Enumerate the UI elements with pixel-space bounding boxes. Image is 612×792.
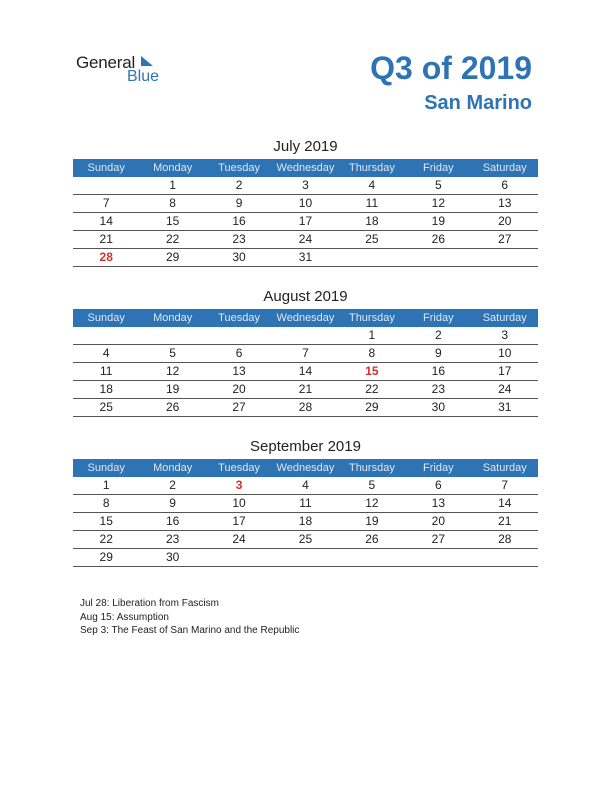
day-cell: 15	[365, 364, 379, 378]
day-cell: 5	[434, 178, 442, 192]
day-cell: 31	[498, 400, 512, 414]
day-cell	[472, 549, 538, 566]
weekday-label: Wednesday	[276, 462, 335, 474]
day-cell: 13	[498, 196, 512, 210]
page-subtitle: San Marino	[424, 92, 532, 114]
day-cell: 3	[501, 328, 509, 342]
day-cell: 30	[431, 400, 445, 414]
holiday-note: Jul 28: Liberation from Fascism	[80, 598, 219, 609]
day-cell: 29	[99, 550, 113, 564]
day-cell: 7	[501, 478, 509, 492]
day-cell: 2	[235, 178, 243, 192]
holiday-notes	[80, 597, 299, 638]
week-row	[73, 399, 538, 417]
day-cell: 10	[232, 496, 246, 510]
day-cell	[339, 549, 405, 566]
day-cell: 2	[169, 478, 176, 492]
day-cell: 11	[299, 496, 312, 510]
day-cell: 16	[232, 214, 246, 228]
day-cell: 21	[298, 382, 313, 396]
weekday-label: Monday	[153, 462, 193, 474]
day-cell: 26	[165, 400, 180, 414]
week-row	[73, 249, 538, 267]
day-cell: 24	[232, 532, 246, 546]
day-cell: 27	[232, 400, 246, 414]
day-cell: 6	[501, 178, 509, 192]
week-row	[73, 381, 538, 399]
weekday-header	[73, 459, 538, 477]
weekday-label: Sunday	[87, 312, 125, 324]
day-cell	[472, 249, 538, 266]
day-cell: 9	[169, 496, 176, 510]
day-cell: 22	[365, 382, 379, 396]
day-cell: 28	[99, 250, 113, 264]
day-cell: 6	[434, 478, 442, 492]
weekday-label: Friday	[423, 462, 454, 474]
day-cell: 11	[99, 364, 113, 378]
weekday-label: Monday	[153, 162, 193, 174]
day-cell: 22	[165, 232, 180, 246]
week-row	[73, 513, 538, 531]
weekday-label: Thursday	[348, 462, 395, 474]
day-cell: 14	[99, 214, 113, 228]
day-cell: 30	[165, 550, 180, 564]
weekday-label: Tuesday	[218, 462, 260, 474]
month-august	[73, 286, 538, 417]
weekday-label: Saturday	[482, 162, 527, 174]
day-cell: 12	[365, 496, 379, 510]
month-title: July 2019	[273, 138, 338, 155]
day-cell: 6	[235, 346, 243, 360]
day-cell: 20	[431, 514, 445, 528]
day-cell	[405, 549, 471, 566]
day-cell: 25	[99, 400, 113, 414]
weekday-label: Monday	[153, 312, 193, 324]
day-cell: 29	[365, 400, 379, 414]
weekday-header	[73, 159, 538, 177]
weekday-label: Saturday	[482, 462, 527, 474]
day-cell	[272, 549, 338, 566]
day-cell: 13	[232, 364, 246, 378]
day-cell: 19	[165, 382, 180, 396]
day-cell: 8	[169, 196, 176, 210]
week-row	[73, 549, 538, 567]
day-cell: 23	[431, 382, 445, 396]
week-row	[73, 195, 538, 213]
day-cell: 23	[232, 232, 246, 246]
day-cell: 11	[365, 196, 379, 210]
day-cell: 16	[165, 514, 180, 528]
weekday-header	[73, 309, 538, 327]
weekday-label: Thursday	[348, 162, 395, 174]
day-cell: 27	[498, 232, 512, 246]
week-row	[73, 495, 538, 513]
day-cell: 18	[99, 382, 113, 396]
logo-flag-icon	[140, 55, 154, 69]
day-cell: 22	[99, 532, 113, 546]
day-cell: 19	[431, 214, 445, 228]
day-cell: 9	[235, 196, 243, 210]
logo-blue-text: Blue	[127, 68, 160, 85]
day-cell: 13	[431, 496, 445, 510]
day-cell: 5	[169, 346, 176, 360]
day-cell: 31	[298, 250, 313, 264]
holiday-note: Sep 3: The Feast of San Marino and the Republic	[80, 625, 300, 636]
day-cell: 20	[232, 382, 246, 396]
day-cell: 27	[431, 532, 445, 546]
week-row	[73, 363, 538, 381]
weekday-label: Saturday	[482, 312, 527, 324]
day-cell: 14	[298, 364, 313, 378]
weekday-label: Friday	[423, 312, 454, 324]
page-title: Q3 of 2019	[370, 50, 532, 86]
day-cell: 4	[102, 346, 110, 360]
day-cell: 28	[498, 532, 512, 546]
day-cell: 23	[165, 532, 180, 546]
day-cell: 12	[165, 364, 180, 378]
day-cell: 17	[498, 364, 512, 378]
day-cell: 14	[498, 496, 512, 510]
day-cell: 1	[102, 478, 110, 492]
day-cell: 3	[235, 478, 243, 492]
weekday-label: Wednesday	[276, 162, 335, 174]
day-cell: 26	[365, 532, 379, 546]
day-cell: 29	[165, 250, 180, 264]
day-cell: 9	[434, 346, 442, 360]
day-cell: 3	[302, 178, 309, 192]
week-row	[73, 177, 538, 195]
weekday-label: Thursday	[348, 312, 395, 324]
weekday-label: Sunday	[87, 462, 125, 474]
day-cell: 25	[298, 532, 313, 546]
day-cell: 4	[302, 478, 309, 492]
day-cell: 18	[365, 214, 379, 228]
day-cell: 19	[365, 514, 379, 528]
day-cell	[206, 549, 272, 566]
month-september	[73, 436, 538, 567]
month-july	[73, 136, 538, 267]
day-cell: 2	[434, 328, 442, 342]
day-cell: 5	[368, 478, 376, 492]
day-cell: 1	[368, 328, 376, 342]
week-row	[73, 531, 538, 549]
weekday-label: Sunday	[87, 162, 125, 174]
day-cell	[339, 249, 405, 266]
day-cell: 21	[498, 514, 512, 528]
weekday-label: Friday	[423, 162, 454, 174]
week-row	[73, 327, 538, 345]
day-cell: 15	[165, 214, 180, 228]
day-cell: 21	[99, 232, 113, 246]
day-cell: 15	[99, 514, 113, 528]
day-cell: 17	[232, 514, 246, 528]
day-cell: 30	[232, 250, 246, 264]
day-cell: 17	[298, 214, 313, 228]
day-cell: 20	[498, 214, 512, 228]
day-cell: 10	[298, 196, 313, 210]
day-cell	[272, 327, 338, 344]
day-cell: 26	[431, 232, 445, 246]
day-cell	[405, 249, 471, 266]
holiday-note: Aug 15: Assumption	[80, 611, 169, 623]
day-cell: 28	[298, 400, 313, 414]
day-cell: 24	[298, 232, 313, 246]
day-cell	[73, 177, 139, 194]
week-row	[73, 213, 538, 231]
day-cell: 25	[365, 232, 379, 246]
day-cell: 12	[431, 196, 445, 210]
day-cell: 7	[102, 196, 110, 210]
weekday-label: Wednesday	[276, 312, 335, 324]
weekday-label: Tuesday	[218, 312, 260, 324]
week-row	[73, 345, 538, 363]
day-cell: 8	[368, 346, 376, 360]
week-row	[73, 231, 538, 249]
weekday-label: Tuesday	[218, 162, 260, 174]
day-cell	[206, 327, 272, 344]
day-cell: 10	[498, 346, 512, 360]
day-cell: 7	[302, 346, 309, 360]
logo	[76, 53, 176, 87]
logo-general-text: General	[76, 53, 136, 72]
day-cell: 24	[498, 382, 512, 396]
day-cell: 18	[298, 514, 313, 528]
day-cell: 1	[169, 178, 176, 192]
day-cell: 8	[102, 496, 110, 510]
month-title: September 2019	[250, 438, 361, 455]
day-cell: 16	[431, 364, 445, 378]
week-row	[73, 477, 538, 495]
day-cell	[73, 327, 139, 344]
day-cell	[139, 327, 205, 344]
day-cell: 4	[368, 178, 376, 192]
month-title: August 2019	[263, 288, 348, 305]
